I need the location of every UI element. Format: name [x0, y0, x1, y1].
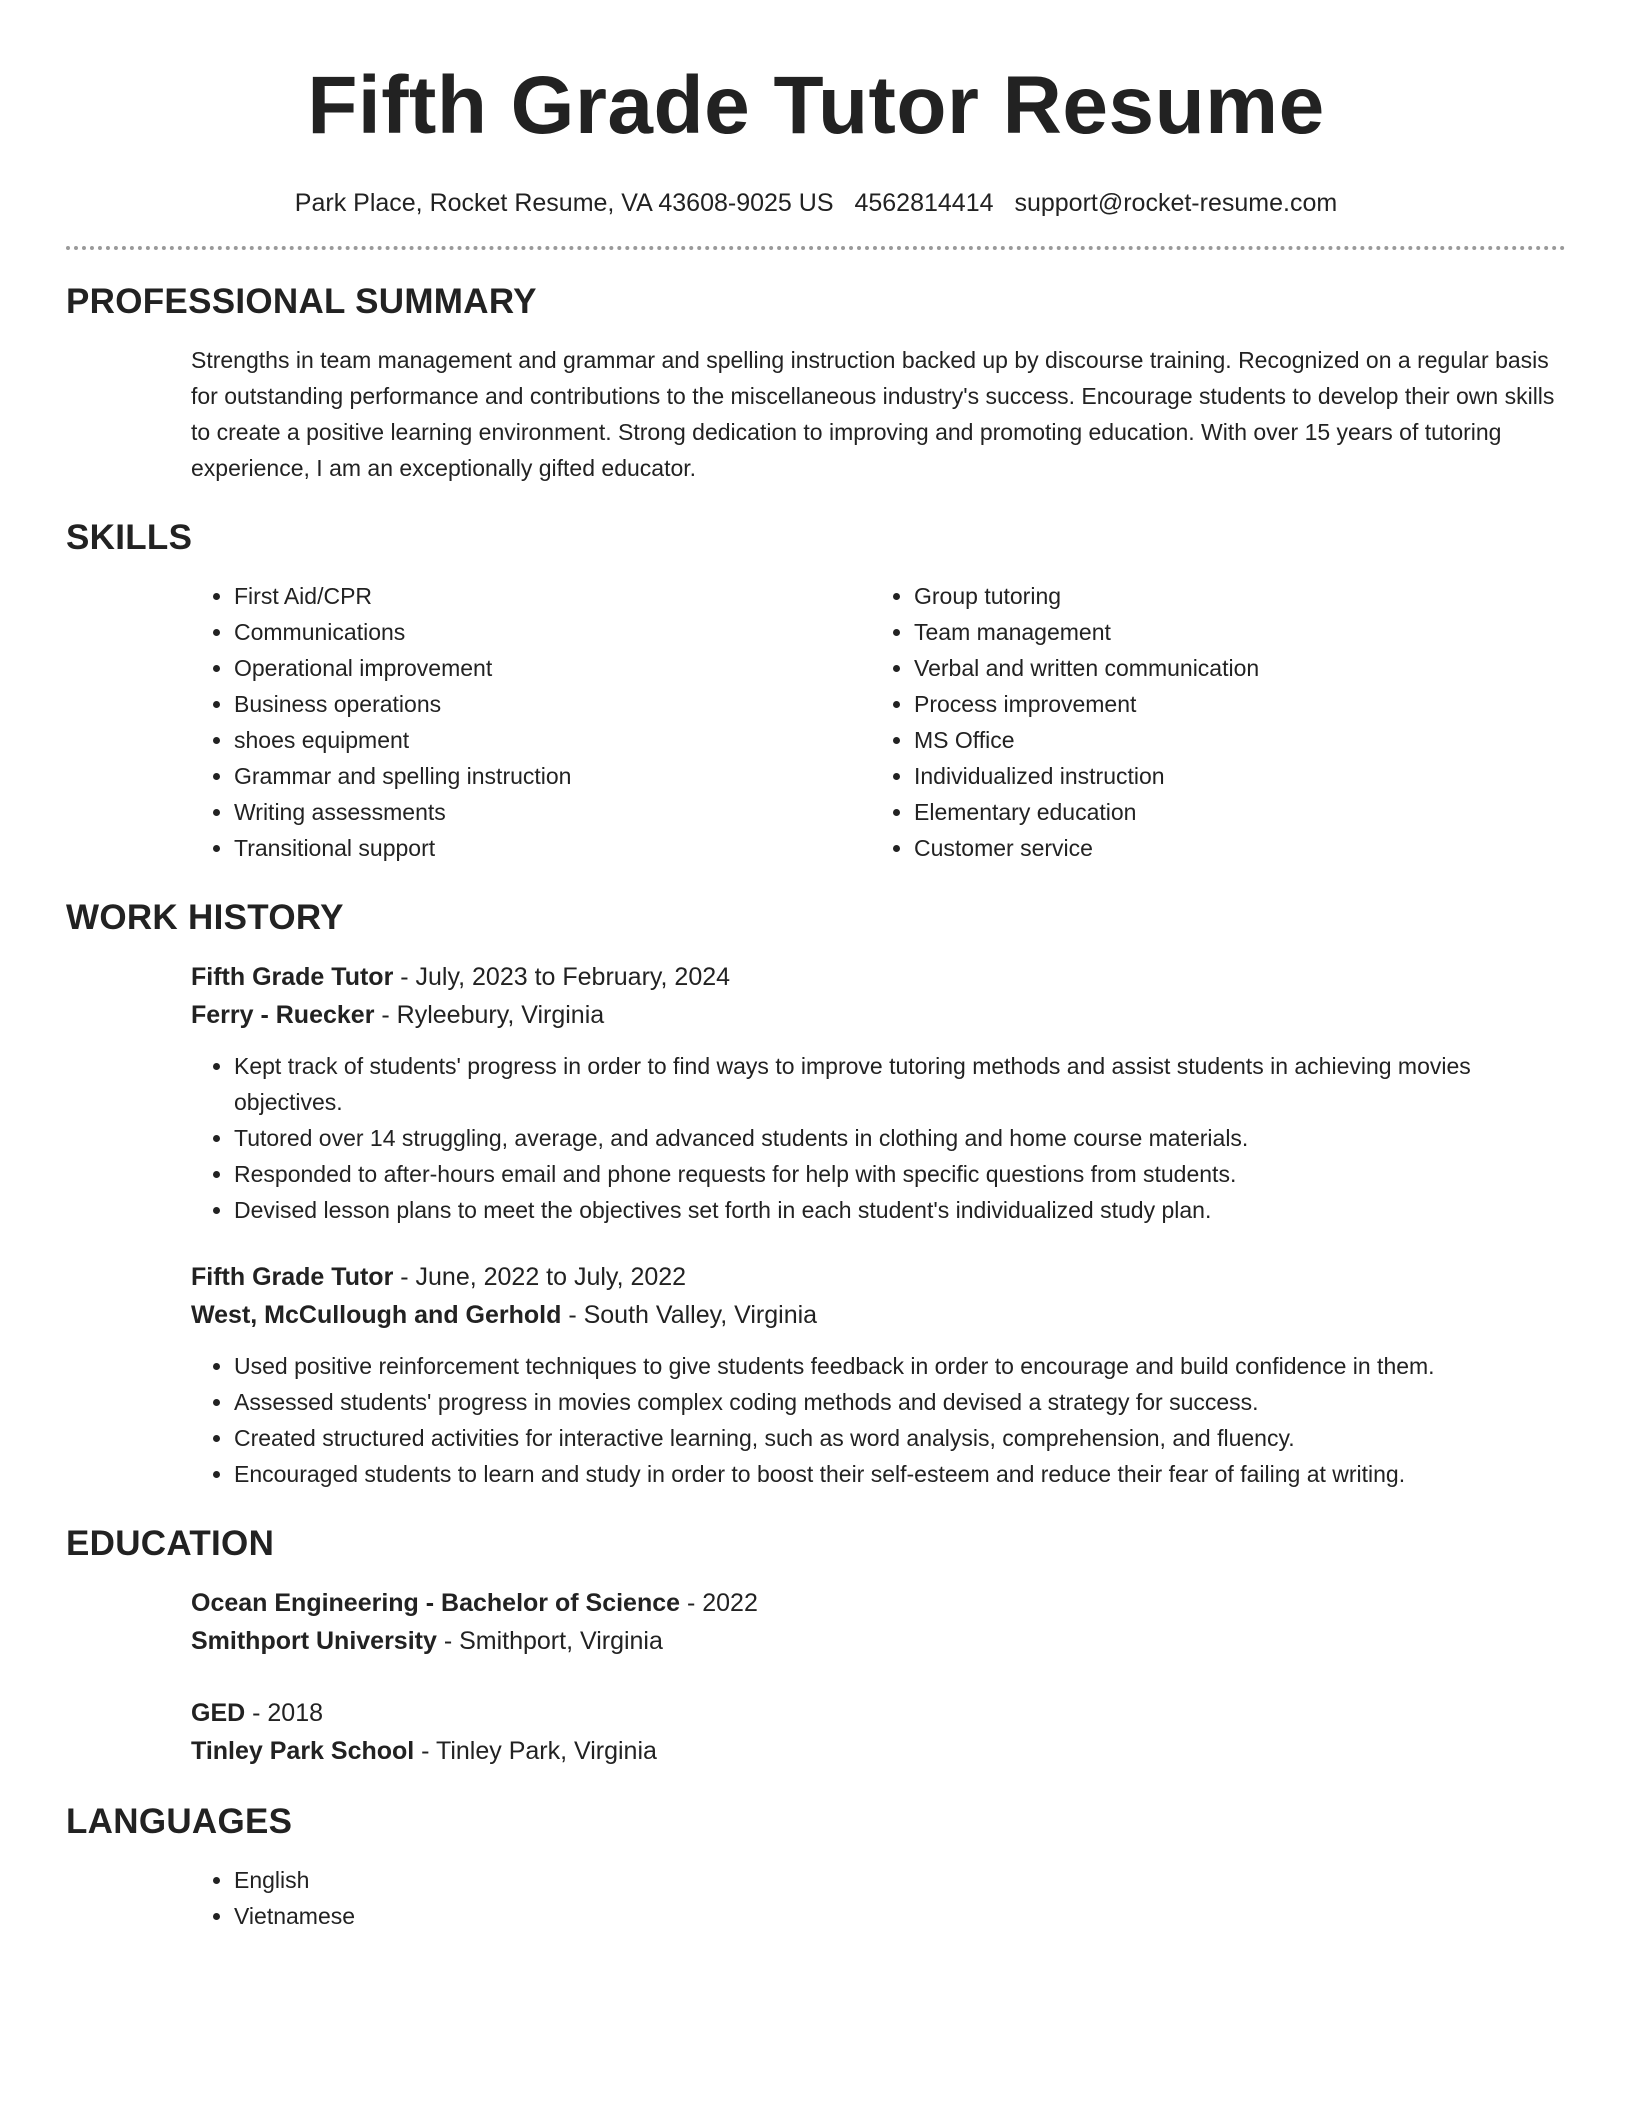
job-bullets — [191, 1048, 1566, 1228]
summary-heading: PROFESSIONAL SUMMARY — [66, 282, 537, 321]
skill-item: • shoes equipment — [234, 722, 871, 758]
education-heading: EDUCATION — [66, 1524, 275, 1563]
language-item: • English — [234, 1862, 1566, 1898]
contact-email: support@rocket-resume.com — [1014, 189, 1338, 217]
job-title-line — [191, 958, 1566, 996]
skills-list-left — [191, 578, 871, 866]
contact-line — [66, 187, 1566, 219]
job-bullet: • Devised lesson plans to meet the objectives set forth in each student's individualized study plan. — [234, 1192, 1566, 1228]
school-location: - Tinley Park, Virginia — [414, 1737, 657, 1765]
job-title: Fifth Grade Tutor — [191, 1263, 394, 1291]
job-bullet: • Created structured activities for interactive learning, such as word analysis, comprehension, and fluency. — [234, 1420, 1566, 1456]
work-body — [191, 958, 1566, 1492]
skill-item: • Elementary education — [914, 794, 1566, 830]
job-location: - South Valley, Virginia — [561, 1301, 818, 1329]
skill-item: • Team management — [914, 614, 1566, 650]
skill-item: • Individualized instruction — [914, 758, 1566, 794]
skill-item: • MS Office — [914, 722, 1566, 758]
work-heading: WORK HISTORY — [66, 898, 344, 937]
school-line — [191, 1622, 1566, 1660]
education-body — [191, 1584, 1566, 1770]
degree-line — [191, 1694, 1566, 1732]
skill-item: • Verbal and written communication — [914, 650, 1566, 686]
job-dates: - June, 2022 to July, 2022 — [393, 1263, 687, 1291]
job-bullet: • Kept track of students' progress in order to find ways to improve tutoring methods and assist students in achieving movies objectives. — [234, 1048, 1566, 1120]
job-bullet: • Used positive reinforcement techniques to give students feedback in order to encourage and build confidence in them. — [234, 1348, 1566, 1384]
job-title-line — [191, 1258, 1566, 1296]
school: Smithport University — [191, 1627, 437, 1655]
job-bullets — [191, 1348, 1566, 1492]
contact-phone: 4562814414 — [854, 189, 994, 217]
summary-section — [66, 280, 1566, 486]
job-company-line — [191, 1296, 1566, 1334]
page-title: Fifth Grade Tutor Resume — [307, 60, 1325, 151]
skill-item: • Customer service — [914, 830, 1566, 866]
job-company-line — [191, 996, 1566, 1034]
header-divider — [66, 246, 1566, 250]
skill-item: • Process improvement — [914, 686, 1566, 722]
education-entry — [191, 1694, 1566, 1770]
job-bullet: • Assessed students' progress in movies complex coding methods and devised a strategy for success. — [234, 1384, 1566, 1420]
education-entry — [191, 1584, 1566, 1660]
education-section — [66, 1522, 1566, 1770]
job-entry — [191, 958, 1566, 1228]
job-location: - Ryleebury, Virginia — [374, 1001, 605, 1029]
job-dates: - July, 2023 to February, 2024 — [393, 963, 731, 991]
languages-heading: LANGUAGES — [66, 1802, 293, 1841]
skill-item: • Communications — [234, 614, 871, 650]
contact-address: Park Place, Rocket Resume, VA 43608-9025 US — [294, 189, 834, 217]
job-company: Ferry - Ruecker — [191, 1001, 375, 1029]
school-line — [191, 1732, 1566, 1770]
job-bullet: • Tutored over 14 struggling, average, and advanced students in clothing and home course materials. — [234, 1120, 1566, 1156]
languages-list — [191, 1862, 1566, 1934]
skills-grid — [191, 578, 1566, 866]
job-bullet: • Encouraged students to learn and study in order to boost their self-esteem and reduce their fear of failing at writing. — [234, 1456, 1566, 1492]
job-company: West, McCullough and Gerhold — [191, 1301, 562, 1329]
skill-item: • Business operations — [234, 686, 871, 722]
summary-body — [191, 342, 1566, 486]
school-location: - Smithport, Virginia — [436, 1627, 663, 1655]
school: Tinley Park School — [191, 1737, 415, 1765]
languages-body — [191, 1862, 1566, 1934]
language-item: • Vietnamese — [234, 1898, 1566, 1934]
degree-year: - 2018 — [245, 1699, 324, 1727]
resume-header — [66, 0, 1566, 219]
skills-heading: SKILLS — [66, 518, 193, 557]
summary-text: Strengths in team management and grammar and spelling instruction backed up by discourse training. Recognized on a regular basis for outstanding performance and contributions to the miscellaneous industry's success. Encourage students to develop their own skills to create a positive learning environment. Strong dedication to improving and promoting education. With over 15 years of tutoring experience, I am an exceptionally gifted educator. — [191, 347, 1555, 481]
languages-section — [66, 1800, 1566, 1934]
degree: Ocean Engineering - Bachelor of Science — [191, 1589, 681, 1617]
degree: GED — [191, 1699, 246, 1727]
skill-item: • Grammar and spelling instruction — [234, 758, 871, 794]
degree-line — [191, 1584, 1566, 1622]
skills-section — [66, 516, 1566, 866]
skill-item: • Operational improvement — [234, 650, 871, 686]
skill-item: • First Aid/CPR — [234, 578, 871, 614]
job-title: Fifth Grade Tutor — [191, 963, 394, 991]
skills-list-right — [871, 578, 1566, 866]
skill-item: • Group tutoring — [914, 578, 1566, 614]
degree-year: - 2022 — [680, 1589, 758, 1617]
job-bullet: • Responded to after-hours email and phone requests for help with specific questions from students. — [234, 1156, 1566, 1192]
skill-item: • Transitional support — [234, 830, 871, 866]
skill-item: • Writing assessments — [234, 794, 871, 830]
job-entry — [191, 1258, 1566, 1492]
work-section — [66, 896, 1566, 1492]
